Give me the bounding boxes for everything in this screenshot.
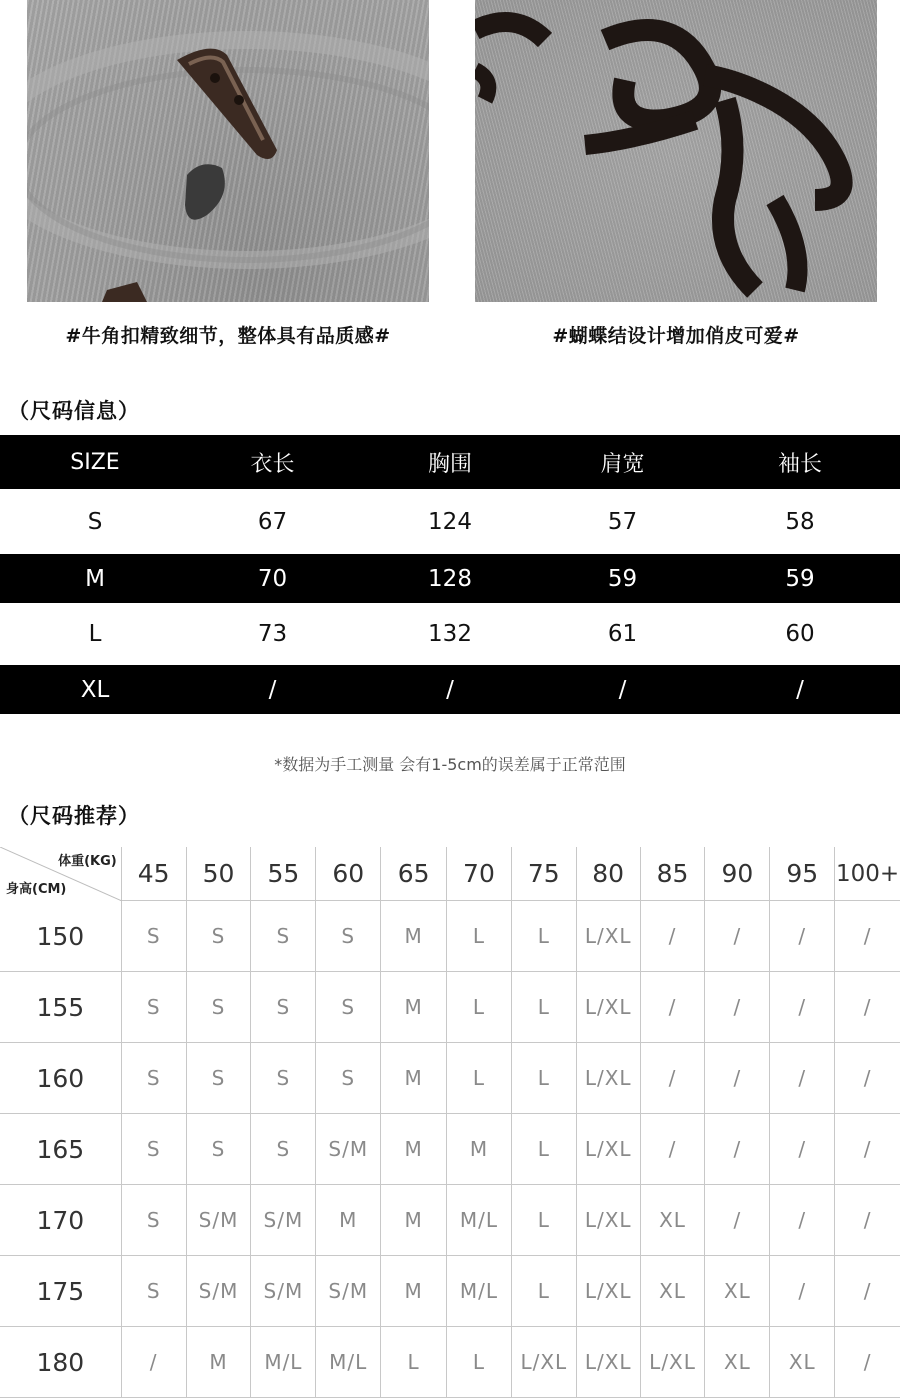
size-recommend-cell: / [835,1327,900,1398]
size-recommend-cell: / [705,1043,770,1114]
size-recommend-cell: XL [641,1256,706,1327]
size-recommend-cell: L [512,901,577,972]
table-row [0,1256,900,1327]
height-axis-label: 身高(CM) [6,882,67,897]
size-recommend-cell: M [381,1256,447,1327]
size-recommend-cell: / [770,1256,835,1327]
weight-header-cell: 75 [512,847,577,901]
size-recommend-cell: S [316,972,381,1043]
photo-caption-right: #蝴蝶结设计增加俏皮可爱# [552,325,800,347]
size-recommend-cell: M [187,1327,252,1398]
size-recommend-cell: S/M [316,1114,381,1185]
size-recommend-cell: / [835,901,900,972]
size-recommend-cell: M [381,1043,447,1114]
length-cell: 70 [257,565,288,592]
size-recommend-cell: / [705,972,770,1043]
size-recommend-cell: / [770,1185,835,1256]
height-header-cell: 160 [0,1043,122,1114]
table-row [0,1043,900,1114]
weight-header-row [0,847,900,901]
size-table [0,435,900,714]
weight-header-cell: 65 [381,847,447,901]
length-cell: 67 [257,508,288,535]
sleeve-cell: 58 [785,508,815,535]
size-recommend-cell: M [381,1114,447,1185]
size-recommend-cell: S [187,972,252,1043]
size-recommend-cell: / [835,1043,900,1114]
size-recommend-cell: L [447,1327,512,1398]
size-recommend-cell: M/L [316,1327,381,1398]
weight-header-cell: 55 [251,847,316,901]
weight-header-cell: 100+ [835,847,900,901]
size-recommend-cell: M [381,972,447,1043]
weight-header-cell: 90 [705,847,770,901]
size-recommend-cell: S [122,972,187,1043]
header-sleeve: 袖长 [777,451,822,477]
size-recommend-cell: S/M [316,1256,381,1327]
table-row [0,554,900,603]
size-recommend-cell: / [641,972,706,1043]
size-recommend-cell: / [770,1043,835,1114]
size-recommend-cell: S/M [187,1185,252,1256]
size-cell: XL [80,676,110,703]
size-recommend-cell: S [251,901,316,972]
size-recommend-grid [0,847,900,1398]
size-recommend-cell: / [770,972,835,1043]
size-recommend-cell: / [835,1114,900,1185]
size-recommend-cell: S/M [251,1256,316,1327]
size-recommend-cell: L/XL [577,972,641,1043]
size-recommend-cell: / [641,1114,706,1185]
weight-header-cell: 60 [316,847,381,901]
weight-header-cell: 50 [187,847,252,901]
size-recommend-cell: L/XL [577,1327,641,1398]
size-recommend-cell: S [122,1114,187,1185]
measurement-note: *数据为手工测量 会有1-5cm的误差属于正常范围 [274,755,626,774]
size-recommend-cell: M/L [447,1256,512,1327]
table-row [0,603,900,665]
length-cell: / [268,676,277,703]
table-row [0,665,900,714]
size-recommend-cell: S [122,1185,187,1256]
shoulder-cell: 61 [607,621,638,647]
size-recommend-cell: L [447,972,512,1043]
size-recommend-cell: M [316,1185,381,1256]
sleeve-cell: / [796,676,804,703]
size-recommend-cell: S [122,1256,187,1327]
height-header-cell: 170 [0,1185,122,1256]
size-recommend-cell: S/M [251,1185,316,1256]
weight-axis-label: 体重(KG) [58,854,117,869]
size-cell: L [88,621,102,647]
size-recommend-cell: L/XL [577,1185,641,1256]
height-header-cell: 180 [0,1327,122,1398]
height-header-cell: 165 [0,1114,122,1185]
size-recommend-cell: / [705,1185,770,1256]
size-recommend-cell: L/XL [577,1043,641,1114]
size-recommend-cell: M/L [251,1327,316,1398]
size-recommend-cell: XL [770,1327,835,1398]
size-table-header [0,435,900,489]
size-recommend-cell: / [835,972,900,1043]
size-recommend-cell: S [187,901,252,972]
weight-header-cell: 70 [447,847,512,901]
size-recommend-cell: L/XL [577,901,641,972]
size-recommend-cell: / [122,1327,187,1398]
size-recommend-cell: S [122,901,187,972]
table-row [0,489,900,554]
size-recommend-cell: / [705,1114,770,1185]
height-header-cell: 175 [0,1256,122,1327]
height-header-cell: 150 [0,901,122,972]
size-recommend-cell: L/XL [577,1256,641,1327]
table-row [0,972,900,1043]
size-recommend-cell: S [251,1114,316,1185]
size-info-title: （尺码信息） [8,399,140,423]
size-recommend-cell: L [381,1327,447,1398]
weight-header-cell: 95 [770,847,835,901]
header-size: SIZE [70,449,120,475]
chest-cell: 128 [428,565,472,592]
table-row [0,1114,900,1185]
chest-cell: 124 [428,508,472,535]
size-recommend-cell: S [187,1043,252,1114]
weight-header-cell: 45 [122,847,187,901]
size-recommend-cell: / [641,1043,706,1114]
header-chest: 胸围 [427,451,472,477]
size-recommend-cell: / [770,1114,835,1185]
weight-header-cell: 85 [641,847,706,901]
size-recommend-cell: M [381,1185,447,1256]
size-recommend-cell: M/L [447,1185,512,1256]
photo-caption-left: #牛角扣精致细节，整体具有品质感# [65,325,391,347]
chest-cell: / [446,676,454,703]
size-recommend-cell: L [447,1043,512,1114]
header-shoulder: 肩宽 [600,451,645,477]
grid-corner [0,847,122,901]
size-recommend-cell: S [316,1043,381,1114]
length-cell: 73 [257,621,288,647]
size-recommend-cell: L [512,1043,577,1114]
size-recommend-cell: / [835,1185,900,1256]
shoulder-cell: 57 [607,508,638,535]
size-recommend-cell: S [251,972,316,1043]
size-recommend-cell: XL [705,1256,770,1327]
size-cell: S [87,508,103,535]
size-recommend-cell: S [187,1114,252,1185]
size-recommend-cell: L [447,901,512,972]
size-recommend-cell: L [512,1185,577,1256]
size-recommend-cell: M [447,1114,512,1185]
size-recommend-cell: / [835,1256,900,1327]
size-recommend-cell: / [641,901,706,972]
height-header-cell: 155 [0,972,122,1043]
size-recommend-cell: L/XL [512,1327,577,1398]
toggle-button-photo [27,0,429,302]
table-row [0,1327,900,1398]
size-recommend-cell: / [705,901,770,972]
size-recommend-cell: XL [705,1327,770,1398]
table-row [0,901,900,972]
size-recommend-cell: L/XL [641,1327,706,1398]
size-recommend-cell: L [512,1256,577,1327]
sleeve-cell: 60 [785,621,815,647]
chest-cell: 132 [428,621,472,647]
size-recommend-cell: XL [641,1185,706,1256]
weight-header-cell: 80 [577,847,641,901]
size-recommend-cell: / [770,901,835,972]
shoulder-cell: 59 [607,565,638,592]
header-length: 衣长 [250,451,295,477]
size-recommend-cell: S/M [187,1256,252,1327]
size-recommend-cell: L [512,1114,577,1185]
shoulder-cell: / [618,676,627,703]
size-recommend-title: （尺码推荐） [8,804,140,828]
size-recommend-cell: S [251,1043,316,1114]
size-recommend-cell: S [122,1043,187,1114]
bow-detail-photo [475,0,877,302]
size-recommend-cell: M [381,901,447,972]
size-cell: M [85,565,105,592]
size-recommend-cell: L/XL [577,1114,641,1185]
sleeve-cell: 59 [785,565,815,592]
size-recommend-cell: S [316,901,381,972]
table-row [0,1185,900,1256]
size-recommend-cell: L [512,972,577,1043]
